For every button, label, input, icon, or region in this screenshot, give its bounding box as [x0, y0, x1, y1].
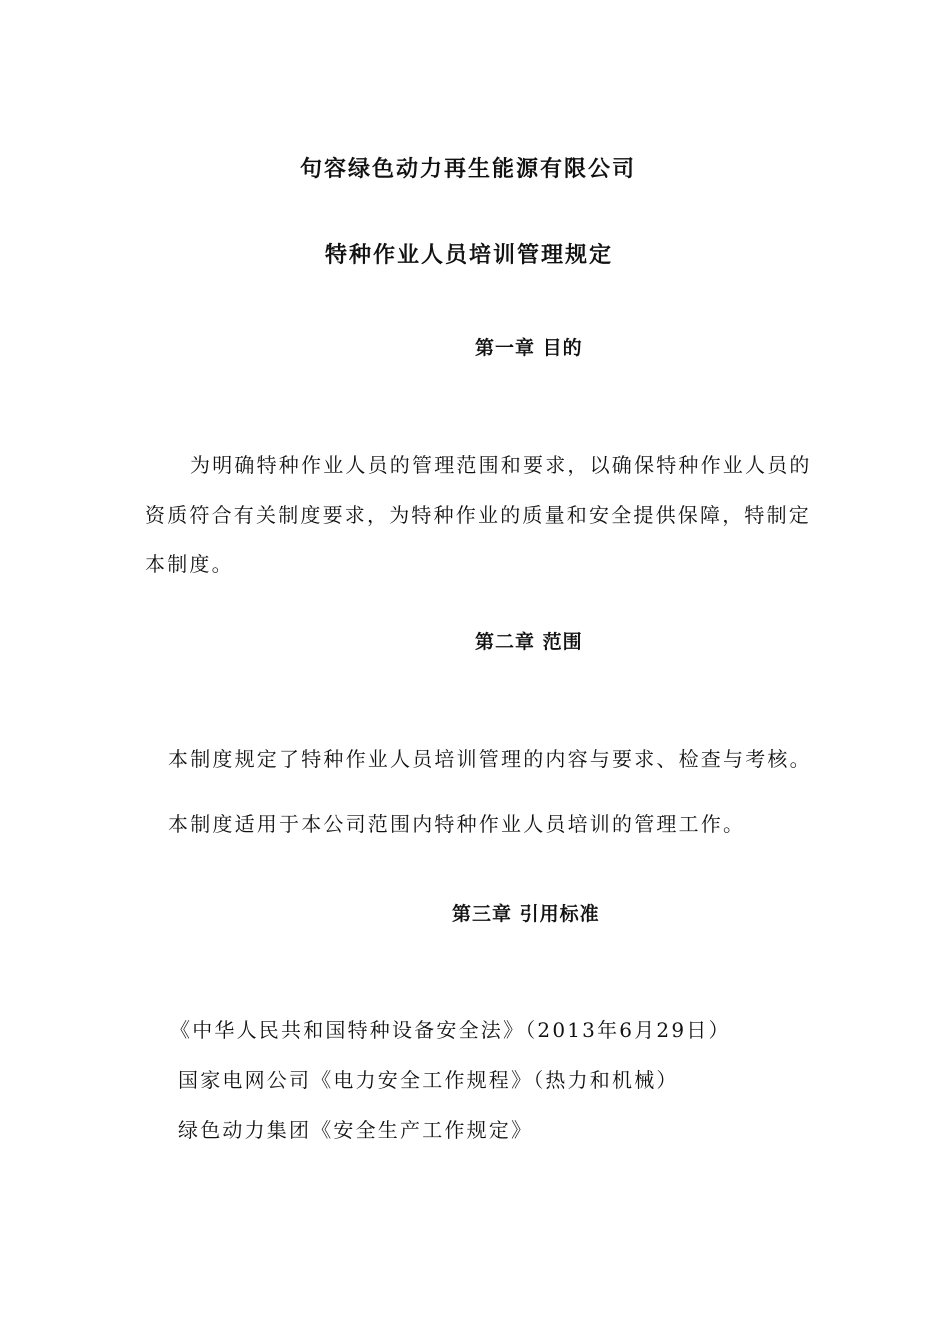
chapter-3-heading: 第三章 引用标准 — [452, 903, 600, 925]
chapter-1-paragraph-line: 资质符合有关制度要求，为特种作业的质量和安全提供保障，特制定 — [145, 503, 811, 527]
chapter-2-heading: 第二章 范围 — [475, 631, 583, 653]
company-name: 句容绿色动力再生能源有限公司 — [300, 156, 637, 182]
reference-item: 国家电网公司《电力安全工作规程》（热力和机械） — [178, 1068, 679, 1092]
chapter-1-paragraph-line: 为明确特种作业人员的管理范围和要求，以确保特种作业人员的 — [190, 453, 812, 477]
document-title: 特种作业人员培训管理规定 — [325, 242, 614, 268]
reference-item: 绿色动力集团《安全生产工作规定》 — [178, 1118, 534, 1142]
chapter-1-paragraph-line: 本制度。 — [145, 552, 234, 576]
chapter-1-heading: 第一章 目的 — [475, 337, 583, 359]
reference-item: 《中华人民共和国特种设备安全法》（2013年6月29日） — [170, 1018, 731, 1042]
chapter-2-line: 本制度适用于本公司范围内特种作业人员培训的管理工作。 — [168, 812, 746, 836]
chapter-2-line: 本制度规定了特种作业人员培训管理的内容与要求、检查与考核。 — [168, 747, 812, 771]
